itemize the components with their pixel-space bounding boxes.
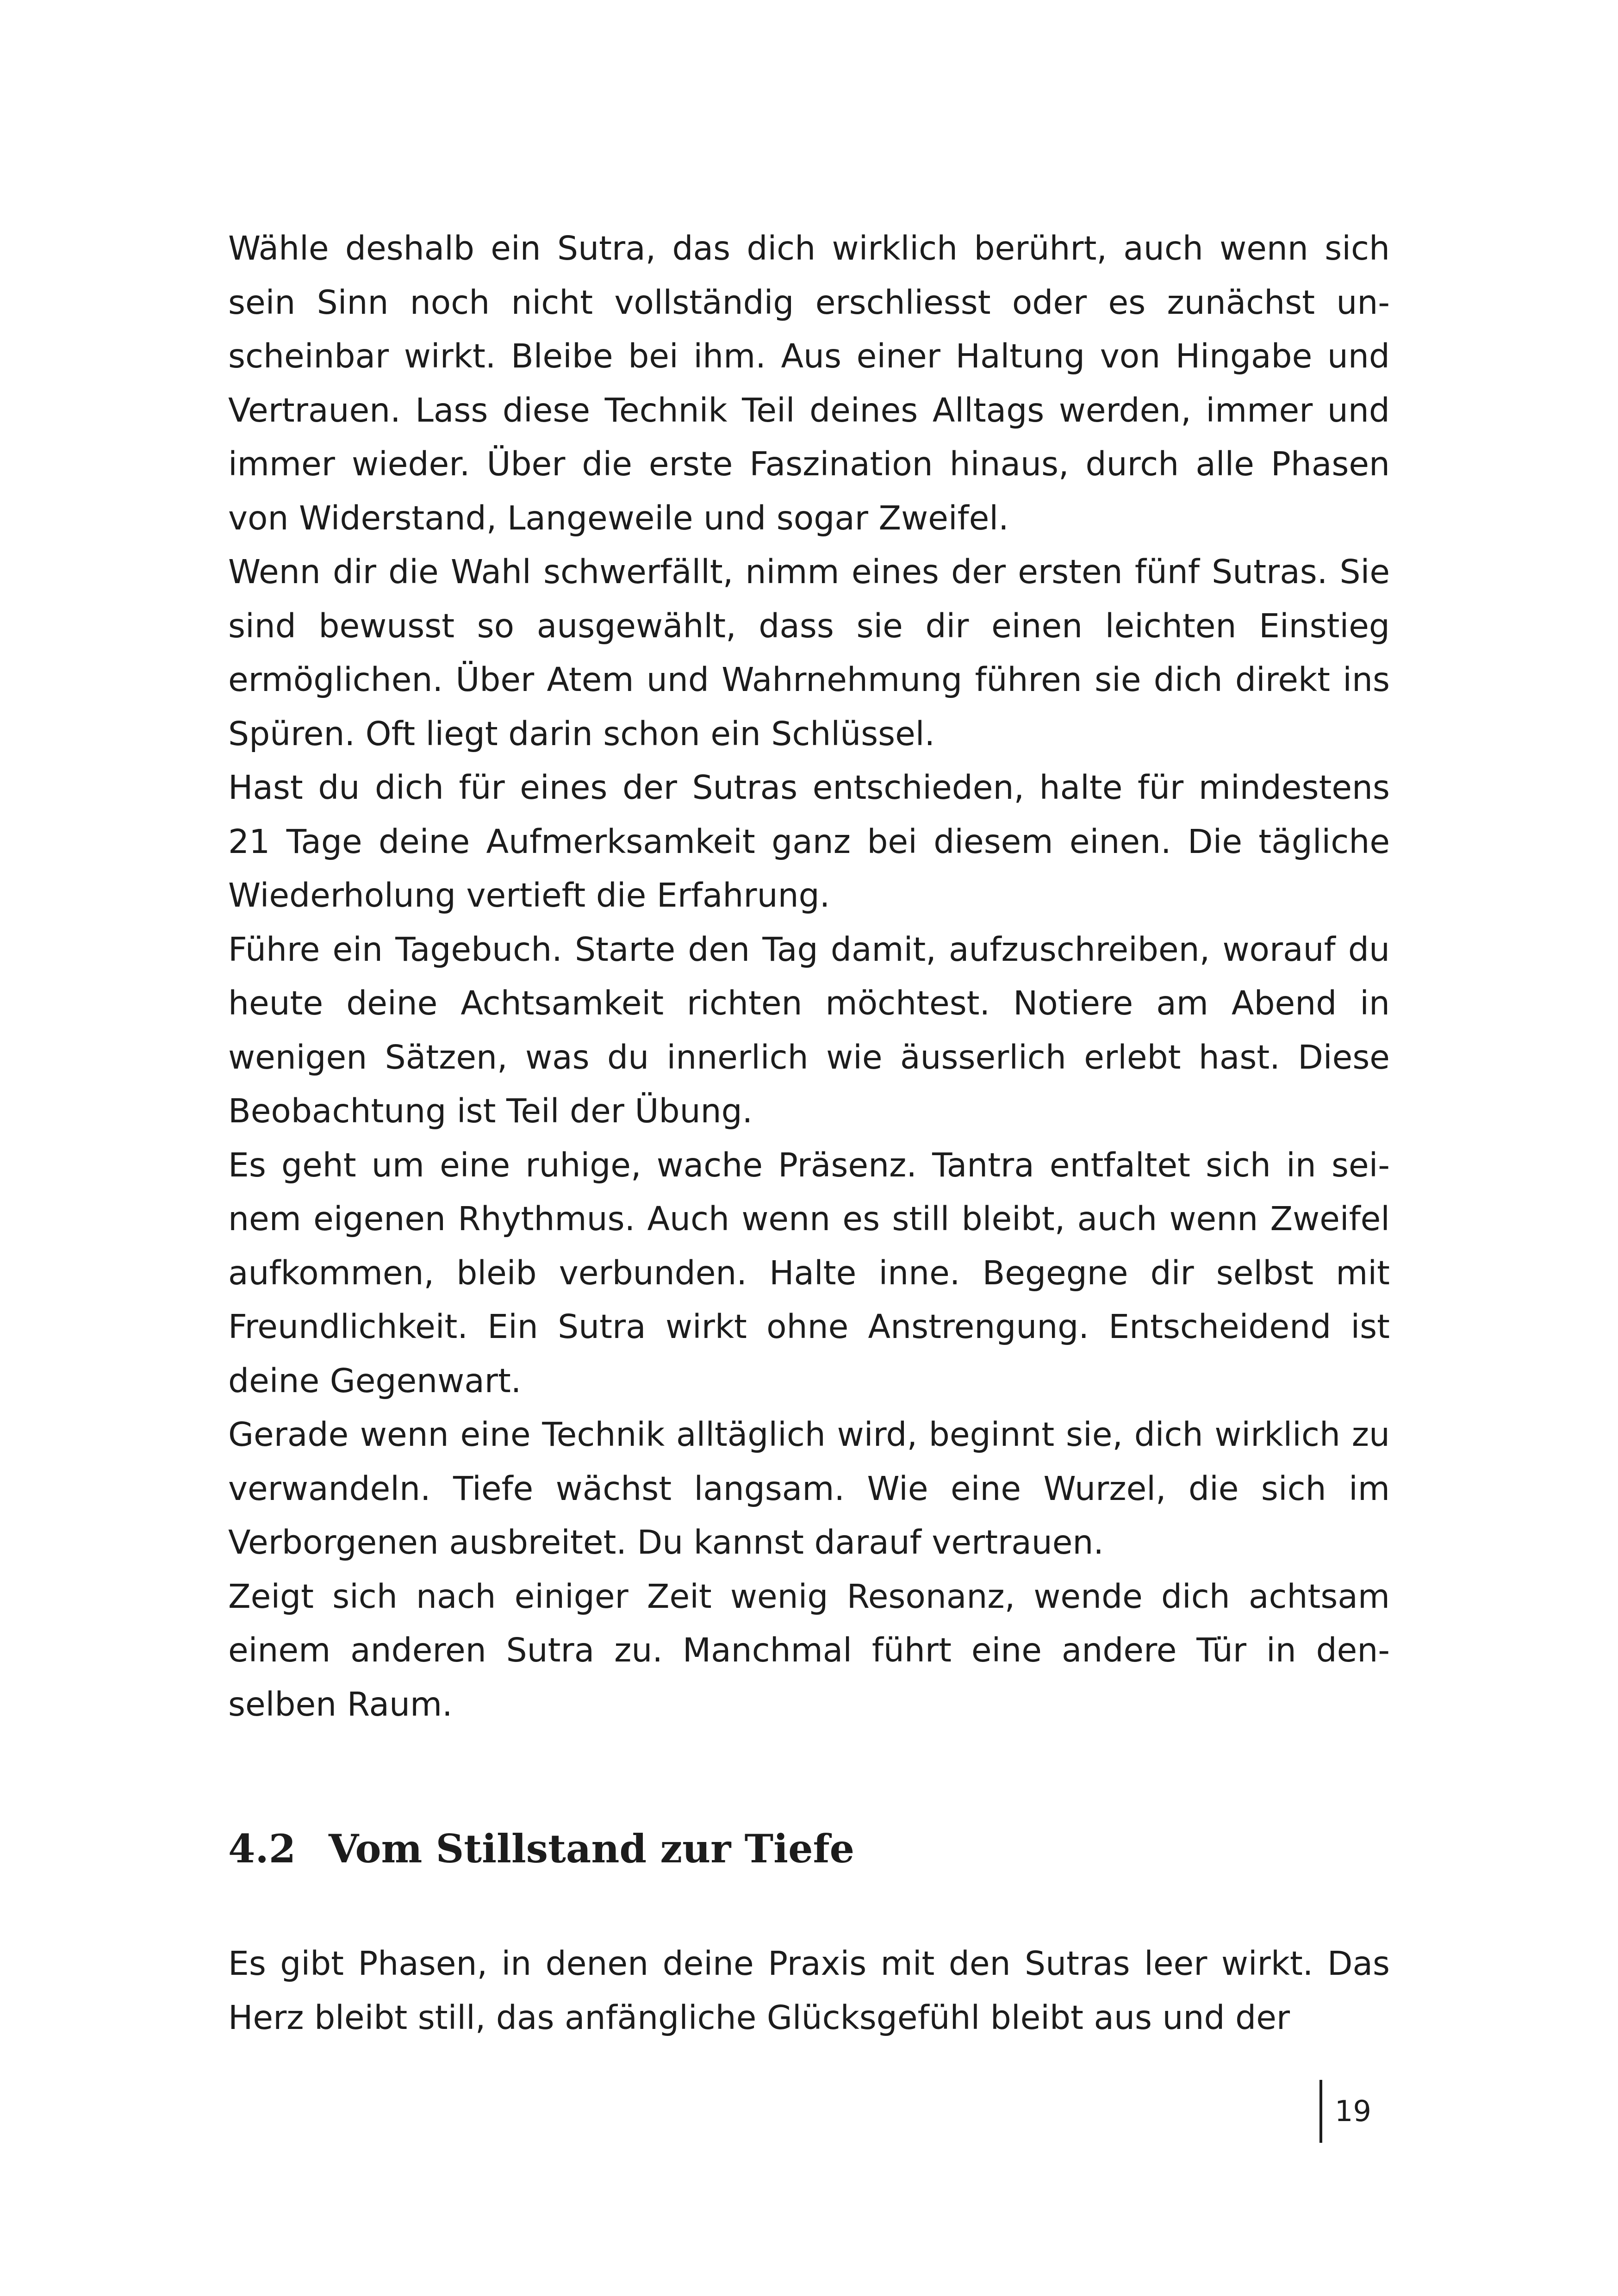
paragraph: Wenn dir die Wahl schwerfällt, nimm eines der ersten fünf Sutras. Sie sind bewusst so ausgewählt, dass sie dir einen leichten Einstieg ermöglichen. Über Atem und Wahrnehmung führen sie dich direkt ins Spüren. Oft liegt darin schon ein Schlüssel.	[228, 553, 1390, 753]
section-number: 4.2	[228, 1826, 296, 1872]
paragraph: Führe ein Tagebuch. Starte den Tag damit, aufzuschreiben, worauf du heute deine Achtsamkeit richten möchtest. Notiere am Abend in wenigen Sätzen, was du innerlich wie äusserlich erlebt hast. Diese Beobachtung ist Teil der Übung.	[228, 930, 1390, 1130]
section-heading	[228, 1826, 854, 1872]
paragraph: Zeigt sich nach einiger Zeit wenig Resonanz, wende dich achtsam einem anderen Sutra zu. Manchmal führt eine andere Tür in denselben Raum.	[228, 1577, 1390, 1724]
paragraph: Es gibt Phasen, in denen deine Praxis mit den Sutras leer wirkt. Das Herz bleibt still, das anfängliche Glücksgefühl bleibt aus und der	[228, 1944, 1390, 2037]
paragraph: Gerade wenn eine Technik alltäglich wird, beginnt sie, dich wirklich zu verwandeln. Tiefe wächst langsam. Wie eine Wurzel, die sich im Verborgenen ausbreitet. Du kannst darauf vertrauen.	[228, 1415, 1390, 1562]
section-body-text	[228, 1937, 1390, 2045]
paragraph: Hast du dich für eines der Sutras entschieden, halte für mindestens 21 Tage deine Aufmerksamkeit ganz bei diesem einen. Die tägliche Wiederholung vertieft die Erfahrung.	[228, 768, 1390, 915]
paragraph: Es geht um eine ruhige, wache Präsenz. Tantra entfaltet sich in seinem eigenen Rhythmus. Auch wenn es still bleibt, auch wenn Zweifel aufkommen, bleib verbunden. Halte inne. Begegne dir selbst mit Freundlichkeit. Ein Sutra wirkt ohne Anstrengung. Entscheidend ist deine Gegenwart.	[228, 1145, 1390, 1400]
body-text	[228, 222, 1390, 1731]
page-number: 19	[1335, 2094, 1371, 2128]
paragraph: Wähle deshalb ein Sutra, das dich wirklich berührt, auch wenn sich sein Sinn noch nicht vollständig erschliesst oder es zunächst unscheinbar wirkt. Bleibe bei ihm. Aus einer Haltung von Hingabe und Vertrauen. Lass diese Technik Teil deines Alltags werden, immer und immer wieder. Über die erste Faszination hinaus, durch alle Phasen von Widerstand, Langeweile und sogar Zweifel.	[228, 229, 1390, 537]
page-number-rule	[1319, 2080, 1322, 2143]
section-title: Vom Stillstand zur Tiefe	[329, 1826, 855, 1872]
